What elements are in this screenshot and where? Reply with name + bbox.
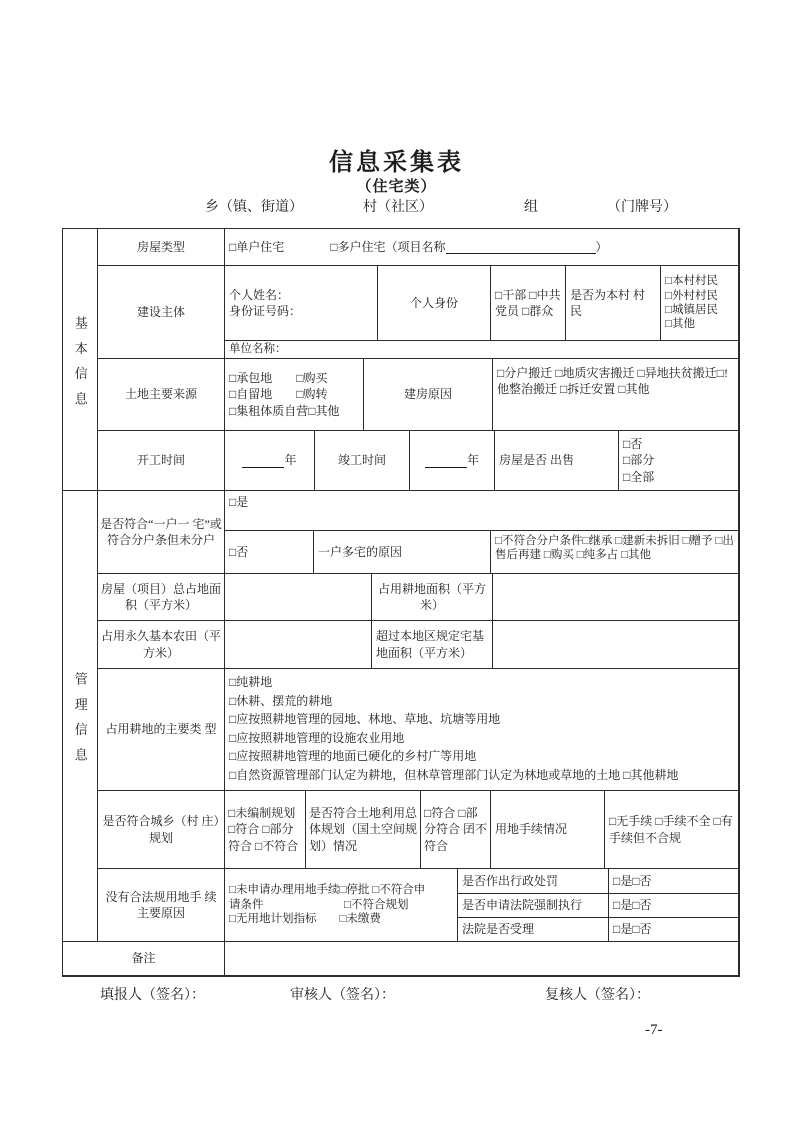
permanent-farmland-label: 占用永久基本农田（平方米） — [98, 621, 225, 669]
personal-name-label: 个人姓名： — [229, 287, 290, 302]
one-house-yes-cell: □是 — [225, 491, 739, 531]
build-reason-options-cell: □分户搬迁 □地质灾害搬迁 □异地扶贫搬迁□!他整治搬迁 □拆迁安置 □其他 — [493, 359, 739, 431]
field-village: 村（社区） — [363, 200, 433, 215]
house-type-label: 房屋类型 — [98, 229, 225, 266]
farmland-type-option-6: □自然资源管理部门认定为耕地，但林草管理部门认定为林地或草地的土地 □其他耕地 — [229, 767, 679, 782]
personal-id-label: 身份证号码： — [229, 304, 302, 318]
field-house-number: （门牌号） — [607, 200, 677, 215]
identity-options-cell: □干部 □中共党员 □群众 — [491, 266, 566, 341]
page-subtitle: （住宅类） — [356, 179, 437, 195]
farmland-type-label: 占用耕地的主要类 型 — [98, 669, 225, 791]
end-time-value-cell — [410, 431, 495, 491]
reviewer-signature-label: 复核人（签名）： — [545, 988, 650, 1003]
villager-option-other: □其他 — [665, 318, 695, 331]
total-area-label: 房屋（项目）总占地面积（平方米） — [98, 574, 225, 621]
house-sold-options-cell — [619, 431, 739, 491]
single-house-checkbox-option: □单户住宅 — [229, 239, 285, 254]
exceed-area-value-cell — [493, 621, 739, 669]
section-management-info-label: 管理信息 — [63, 491, 98, 942]
sold-option-partial: □部分 — [623, 453, 655, 468]
end-time-label: 竣工时间 — [315, 431, 410, 491]
section-basic-info-label: 基本信息 — [63, 229, 98, 491]
no-legal-label: 没有合法规用地手 续主要原因 — [98, 869, 225, 942]
end-year-blank-line — [425, 454, 467, 468]
court-accepted-question: 法院是否受理 — [458, 918, 609, 942]
one-house-no-cell: □否 — [225, 531, 314, 574]
sold-option-all: □全部 — [623, 469, 655, 484]
land-use-planning-label: 是否符合土地利用总体规划（国土空间规划）情况 — [306, 791, 421, 869]
no-legal-option-line-1: □未申请办理用地手续□停批 □不符合申 — [229, 884, 426, 897]
farmland-area-value-cell — [493, 574, 739, 621]
land-procedure-options-cell: □无手续 □手续不全 □有手续但不合规 — [605, 791, 739, 869]
remark-value-cell — [225, 942, 739, 976]
no-legal-options-cell — [225, 869, 458, 942]
admin-penalty-answer: □是□否 — [609, 869, 739, 894]
remark-label: 备注 — [63, 942, 225, 976]
court-enforcement-answer: □是□否 — [609, 894, 739, 918]
filler-signature-label: 填报人（签名）： — [100, 988, 205, 1003]
villager-option-other-village: □外村村民 — [665, 289, 718, 302]
farmland-type-option-4: □应按照耕地管理的设施农业用地 — [229, 730, 405, 745]
no-legal-option-line-3: □无用地计划指标 □未缴费 — [229, 913, 381, 926]
one-house-label: 是否符合“一户一 宅”或符合分户条但未分户 — [98, 491, 225, 574]
court-enforcement-question: 是否申请法院强制执行 — [458, 894, 609, 918]
villager-question-label: 是否为本村 村民 — [566, 266, 661, 341]
identity-label: 个人身份 — [378, 266, 491, 341]
exceed-area-label: 超过本地区规定宅基地面积（平方米） — [372, 621, 493, 669]
personal-name-id-cell — [225, 266, 378, 341]
permanent-farmland-value-cell — [225, 621, 372, 669]
house-sold-label: 房屋是否 出售 — [495, 431, 619, 491]
land-procedure-label: 用地手续情况 — [491, 791, 605, 869]
land-source-label: 土地主要来源 — [98, 359, 225, 431]
farmland-area-label: 占用耕地面积（平方米） — [372, 574, 493, 621]
land-source-options-cell — [225, 359, 364, 431]
no-legal-option-line-2: 请条件 □不符合规划 — [229, 898, 409, 911]
project-name-blank-line — [446, 240, 596, 254]
builder-label: 建设主体 — [98, 266, 225, 359]
start-time-value-cell — [225, 431, 315, 491]
multi-house-reason-options-cell: □不符合分户条件□继承 □建新未拆旧 □赠予 □出售后再建 □购买 □纯多占 □其他 — [491, 531, 739, 574]
start-year-blank-line — [242, 454, 284, 468]
form-table — [62, 228, 740, 977]
field-township: 乡（镇、街道） — [205, 200, 303, 215]
field-group: 组 — [524, 200, 538, 215]
multi-house-checkbox-option: □多户住宅（项目名称 — [330, 239, 446, 254]
sold-option-no: □否 — [623, 437, 643, 452]
planning-label: 是否符合城乡（村 庄）规划 — [98, 791, 225, 869]
farmland-type-option-5: □应按照耕地管理的地面已硬化的乡村广等用地 — [229, 749, 477, 764]
farmland-type-option-1: □纯耕地 — [229, 675, 273, 689]
land-source-option-1: □承包地 □购买 — [229, 371, 328, 386]
farmland-type-option-3: □应按照耕地管理的园地、林地、草地、坑塘等用地 — [229, 712, 501, 727]
village-planning-options-cell: □未编制规划 □符合 □部分符合 □不符合 — [225, 791, 306, 869]
farmland-type-options-cell — [225, 669, 739, 791]
villager-option-urban: □城镇居民 — [665, 304, 718, 316]
land-source-option-2: □自留地 □购转 — [229, 387, 328, 402]
admin-penalty-question: 是否作出行政处罚 — [458, 869, 609, 894]
end-year-unit: 年 — [466, 453, 479, 468]
start-time-label: 开工时间 — [98, 431, 225, 491]
start-year-unit: 年 — [284, 453, 297, 468]
farmland-type-option-2: □休耕、摆荒的耕地 — [229, 693, 333, 708]
page-title: 信息采集表 — [329, 150, 464, 176]
land-source-option-3: □集租体质自营□其他 — [229, 403, 340, 418]
court-accepted-answer: □是□否 — [609, 918, 739, 942]
villager-options-cell — [661, 266, 739, 341]
multi-house-reason-label: 一户多宅的原因 — [314, 531, 491, 574]
house-type-options-cell — [225, 229, 739, 266]
land-use-planning-options-cell: □符合 □部分符合 囝不符合 — [421, 791, 491, 869]
unit-name-cell: 单位名称： — [225, 341, 739, 359]
total-area-value-cell — [225, 574, 372, 621]
build-reason-label: 建房原因 — [364, 359, 493, 431]
page-number: -7- — [645, 1022, 663, 1038]
villager-option-local: □本村村民 — [665, 275, 718, 288]
multi-house-option-suffix: ） — [595, 239, 608, 254]
auditor-signature-label: 审核人（签名）： — [290, 988, 395, 1003]
